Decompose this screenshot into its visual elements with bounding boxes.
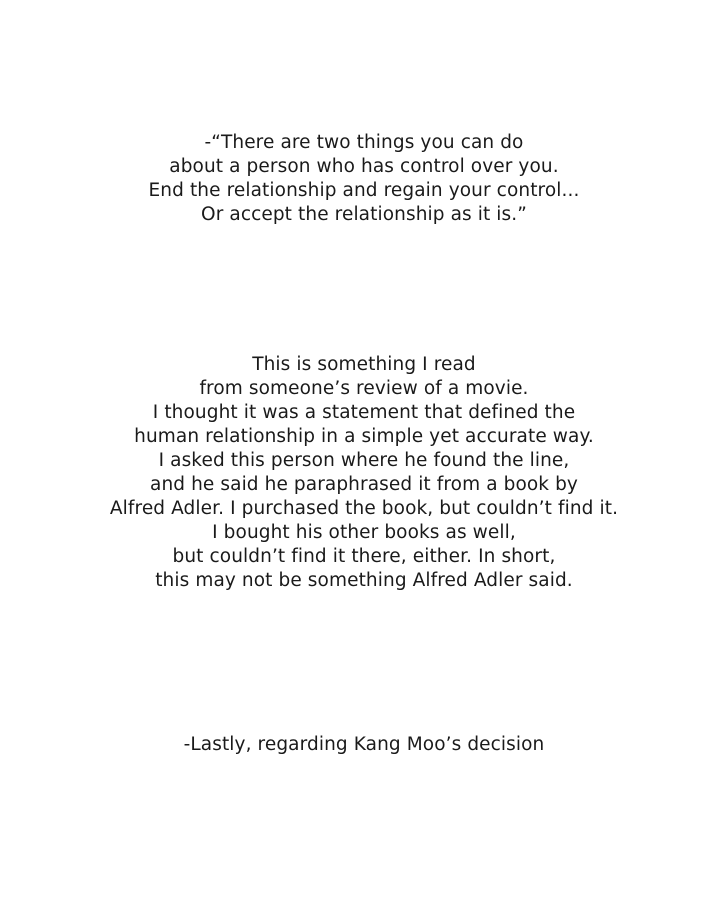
- note-line: from someone’s review of a movie.: [199, 378, 529, 399]
- author-note-paragraph: [0, 353, 728, 593]
- quote-paragraph: [0, 131, 728, 227]
- quote-line: Or accept the relationship as it is.”: [201, 204, 527, 225]
- note-line: but couldn’t find it there, either. In short,: [172, 546, 556, 567]
- note-line: I thought it was a statement that defined the: [152, 402, 576, 423]
- note-line: This is something I read: [252, 354, 476, 375]
- quote-line: -“There are two things you can do: [204, 132, 524, 153]
- quote-line: about a person who has control over you.: [169, 156, 559, 177]
- note-line: I bought his other books as well,: [212, 522, 516, 543]
- quote-line: End the relationship and regain your control...: [148, 180, 580, 201]
- note-line: human relationship in a simple yet accurate way.: [134, 426, 594, 447]
- closing-line: -Lastly, regarding Kang Moo’s decision: [183, 734, 545, 755]
- note-line: and he said he paraphrased it from a book by: [150, 474, 578, 495]
- note-line: I asked this person where he found the line,: [158, 450, 570, 471]
- note-line: Alfred Adler. I purchased the book, but couldn’t find it.: [109, 498, 619, 519]
- closing-paragraph: [0, 733, 728, 757]
- note-line: this may not be something Alfred Adler said.: [155, 570, 573, 591]
